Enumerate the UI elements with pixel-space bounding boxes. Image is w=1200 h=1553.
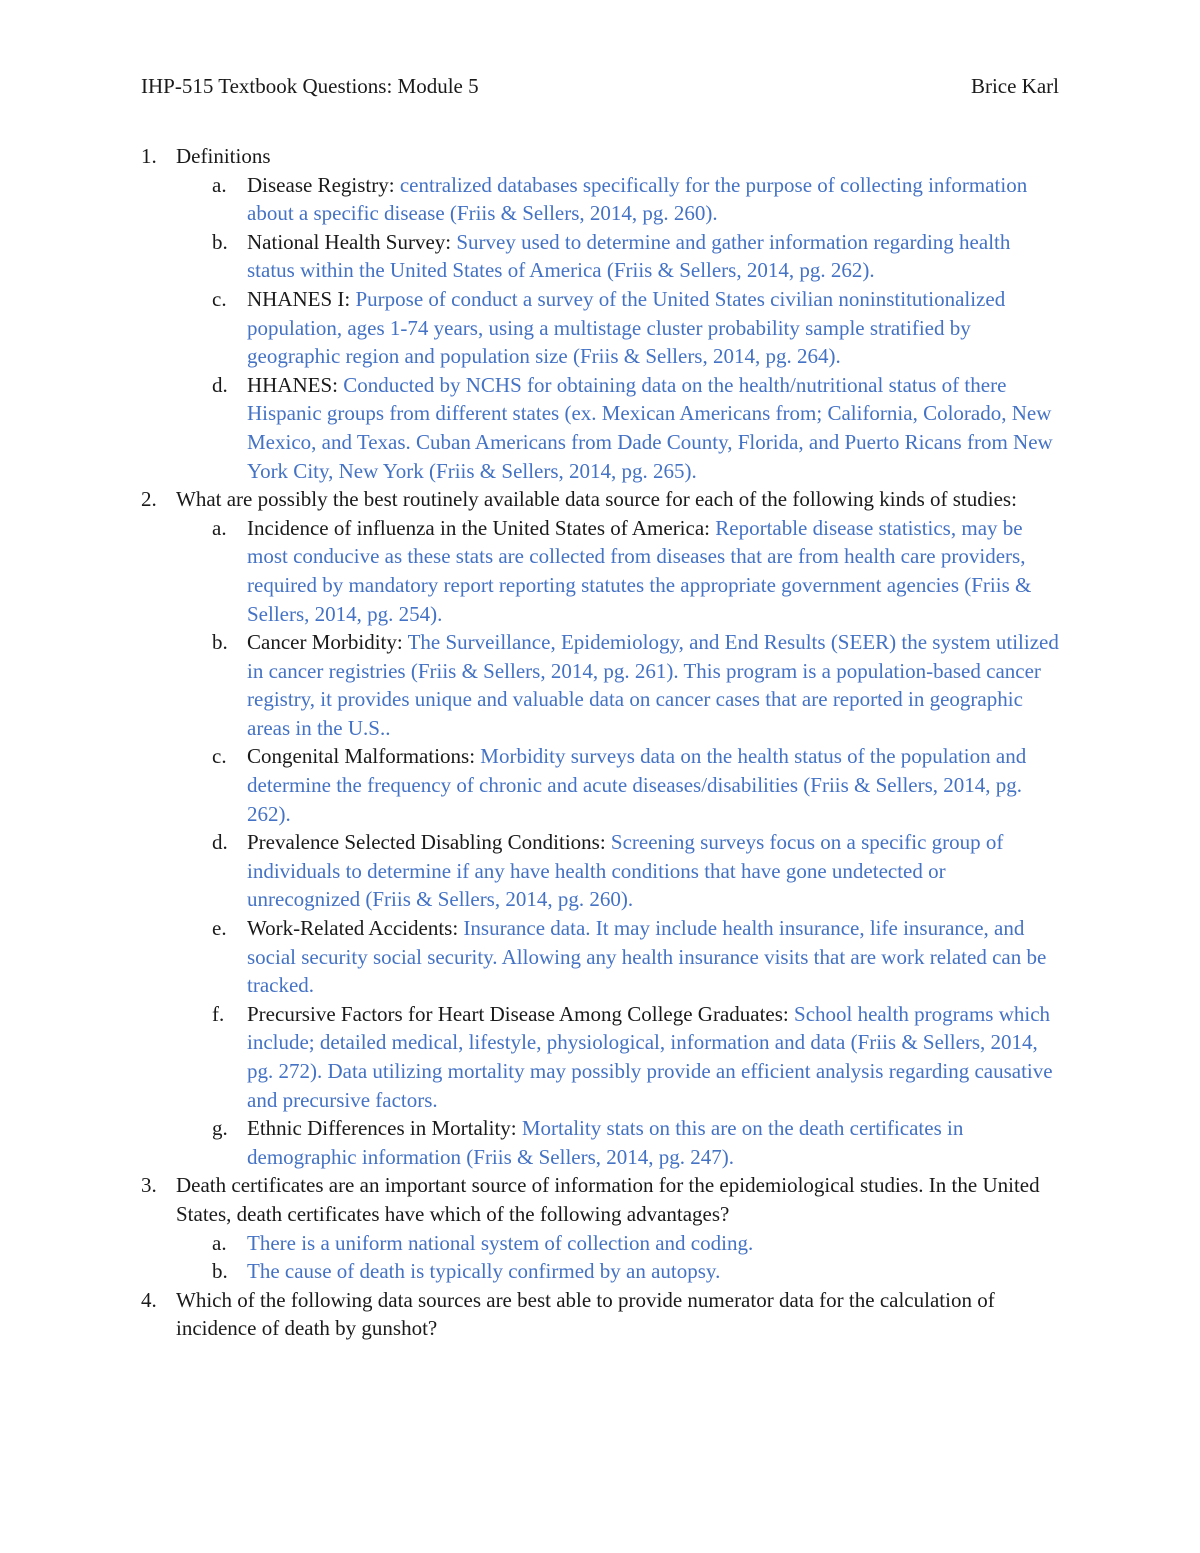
sub-item-letter: b.: [212, 1259, 228, 1284]
sub-item-letter: c.: [212, 286, 227, 311]
question-2: [141, 485, 1061, 514]
sub-item: [141, 171, 1061, 228]
sub-item-label: Work-Related Accidents:: [247, 916, 464, 941]
sub-item-answer: Survey used to determine and gather information regarding health status within the United States of America (Friis & Sellers, 2014, pg. 262).: [247, 229, 1011, 283]
question-list: [141, 142, 1061, 1343]
document-title: IHP-515 Textbook Questions: Module 5: [141, 74, 479, 98]
sub-item-answer: Morbidity surveys data on the health status of the population and determine the frequency of chronic and acute diseases/disabilities (Friis & Sellers, 2014, pg. 262).: [247, 744, 1027, 826]
sub-item-label: Congenital Malformations:: [247, 744, 481, 769]
question-1: [141, 142, 1061, 171]
sub-item-answer: Insurance data. It may include health insurance, life insurance, and social security social security. Allowing any health insurance visits that are work related can be tracked.: [247, 916, 1047, 998]
sub-item: [141, 228, 1061, 285]
sub-item-letter: a.: [212, 515, 227, 540]
question-number: 4.: [141, 1287, 157, 1312]
sub-item-letter: d.: [212, 372, 228, 397]
question-number: 3.: [141, 1173, 157, 1198]
sub-item-letter: c.: [212, 744, 227, 769]
sub-item-answer: Screening surveys focus on a specific group of individuals to determine if any have health conditions that have gone undetected or unrecognized (Friis & Sellers, 2014, pg. 260).: [247, 830, 1004, 912]
sub-item: [141, 1114, 1061, 1171]
sub-item: [141, 371, 1061, 485]
sub-item-answer: The cause of death is typically confirmed by an autopsy.: [247, 1259, 721, 1284]
sub-item-letter: d.: [212, 830, 228, 855]
sub-item: [141, 514, 1061, 628]
sub-item-label: Ethnic Differences in Mortality:: [247, 1116, 522, 1141]
sub-item: [141, 742, 1061, 828]
question-text: Which of the following data sources are best able to provide numerator data for the calculation of incidence of death by gunshot?: [176, 1287, 995, 1341]
sub-item-letter: e.: [212, 916, 227, 941]
sub-item-label: Disease Registry:: [247, 172, 400, 197]
sub-item-label: NHANES I:: [247, 286, 356, 311]
sub-item: [141, 1257, 1061, 1286]
question-3: [141, 1171, 1061, 1228]
question-text: Definitions: [176, 144, 271, 168]
sub-item-label: Incidence of influenza in the United States of America:: [247, 515, 716, 540]
sub-item-answer: centralized databases specifically for the purpose of collecting information about a specific disease (Friis & Sellers, 2014, pg. 260).: [247, 172, 1028, 226]
sub-item-letter: a.: [212, 1230, 227, 1255]
page-header: [141, 72, 1059, 100]
sub-item-answer: Conducted by NCHS for obtaining data on the health/nutritional status of there Hispanic groups from different states (ex. Mexican Americans from; California, Colorado, New Mexico, and Texas. Cuban Americans from Dade County, Florida, and Puerto Ricans from New York City, New York (Friis & Sellers, 2014, pg. 265).: [247, 372, 1053, 483]
sub-item-label: Cancer Morbidity:: [247, 630, 408, 655]
sub-item-label: HHANES:: [247, 372, 344, 397]
sub-item-label: National Health Survey:: [247, 229, 457, 254]
sub-item-answer: Purpose of conduct a survey of the United States civilian noninstitutionalized population, ages 1-74 years, using a multistage cluster probability sample stratified by geographic region and population size (Friis & Sellers, 2014, pg. 264).: [247, 286, 1006, 369]
sub-item: [141, 1000, 1061, 1114]
sub-item-letter: g.: [212, 1116, 228, 1141]
sub-item-answer: Mortality stats on this are on the death certificates in demographic information (Friis & Sellers, 2014, pg. 247).: [247, 1116, 964, 1169]
question-number: 2.: [141, 487, 157, 512]
question-text: Death certificates are an important source of information for the epidemiological studies. In the United States, death certificates have which of the following advantages?: [176, 1173, 1040, 1226]
sub-item: [141, 628, 1061, 742]
sub-item-letter: a.: [212, 172, 227, 197]
sub-item-answer: The Surveillance, Epidemiology, and End Results (SEER) the system utilized in cancer registries (Friis & Sellers, 2014, pg. 261). This program is a population-based cancer registry, it provides unique and valuable data on cancer cases that are reported in geographic areas in the U.S..: [247, 630, 1059, 740]
sub-item-answer: There is a uniform national system of collection and coding.: [247, 1230, 754, 1255]
sub-item-letter: f.: [212, 1001, 225, 1026]
question-text: What are possibly the best routinely available data source for each of the following kinds of studies:: [176, 487, 1017, 512]
sub-item-answer: Reportable disease statistics, may be most conducive as these stats are collected from diseases that are from health care providers, required by mandatory report reporting statutes the appropriate government agencies (Friis & Sellers, 2014, pg. 254).: [247, 515, 1032, 626]
sub-item: [141, 1229, 1061, 1258]
sub-item: [141, 828, 1061, 914]
sub-item-label: Prevalence Selected Disabling Conditions:: [247, 830, 611, 855]
sub-item: [141, 914, 1061, 1000]
question-4: [141, 1286, 1061, 1343]
sub-item: [141, 285, 1061, 371]
sub-item-label: Precursive Factors for Heart Disease Among College Graduates:: [247, 1001, 795, 1026]
sub-item-answer: School health programs which include; detailed medical, lifestyle, physiological, information and data (Friis & Sellers, 2014, pg. 272). Data utilizing mortality may possibly provide an efficient analysis regarding causative and precursive factors.: [247, 1001, 1053, 1112]
sub-item-letter: b.: [212, 630, 228, 655]
question-number: 1.: [141, 144, 157, 168]
author-name: Brice Karl: [970, 74, 1059, 98]
sub-item-letter: b.: [212, 229, 228, 254]
